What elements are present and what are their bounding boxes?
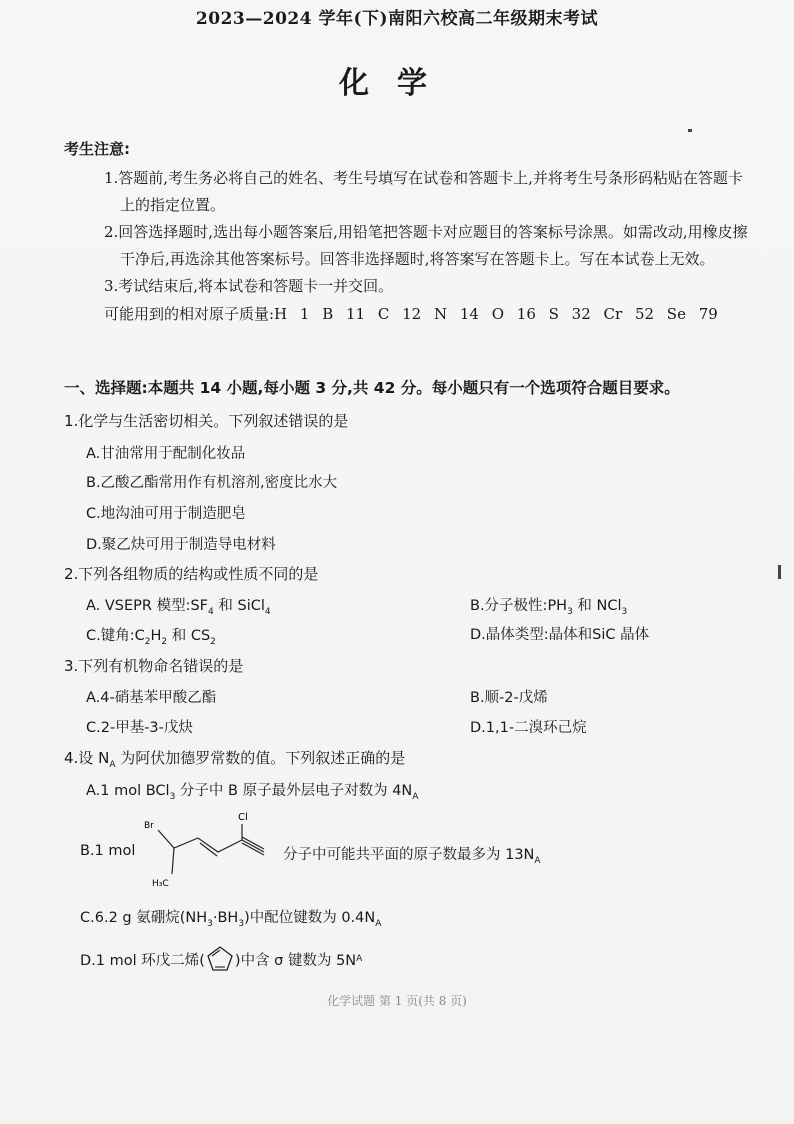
q3-option-a: A.4-硝基苯甲酸乙酯 — [86, 690, 217, 706]
q2-c-text3: 和 CS — [167, 628, 211, 644]
q4-a-text2: 分子中 B 原子最外层电子对数为 4N — [175, 783, 413, 799]
notice-item: 1.答题前,考生务必将自己的姓名、考生号填写在试卷和答题卡上,并将考生号条形码粘贴在答题卡上的指定位置。 — [104, 169, 743, 214]
section-heading: 一、选择题:本题共 14 小题,每小题 3 分,共 42 分。每小题只有一个选项符合题目要求。 — [64, 379, 680, 397]
ring-double-bond — [212, 950, 220, 956]
q4-option-a — [86, 779, 418, 802]
question-3-stem: 3.下列有机物命名错误的是 — [64, 657, 244, 675]
q4-stem-text2: 为阿伏加德罗常数的值。下列叙述正确的是 — [115, 749, 406, 767]
subscript: 4 — [264, 606, 271, 617]
q2-b-text2: 和 NCl — [572, 598, 622, 614]
q4-a-text: A.1 mol BCl — [86, 783, 170, 799]
q3-option-b: B.顺-2-戊烯 — [470, 690, 548, 706]
question-2-stem: 2.下列各组物质的结构或性质不同的是 — [64, 565, 319, 583]
q2-a-text2: 和 SiCl — [213, 598, 265, 614]
subscript: A — [534, 855, 541, 866]
q4-stem-text: 4.设 N — [64, 749, 110, 767]
atomic-masses: 可能用到的相对原子质量:H 1 B 11 C 12 N 14 O 16 S 32 Cr 52 Se 79 — [104, 305, 718, 323]
subscript: 2 — [210, 636, 216, 647]
alkyne-bond — [242, 837, 264, 849]
q4-option-b — [283, 843, 541, 866]
q4-c-text3: )中配位键数为 0.4N — [244, 910, 376, 926]
atom-cl: Cl — [238, 812, 248, 823]
subscript: 3 — [238, 918, 245, 929]
question-4-stem — [64, 747, 405, 770]
q4-option-b-label: B.1 mol — [80, 843, 136, 859]
q1-option-d: D.聚乙炔可用于制造导电材料 — [86, 537, 276, 553]
q2-c-text: C.键角:C — [86, 628, 145, 644]
q2-option-d: D.晶体类型:晶体和SiC 晶体 — [470, 627, 650, 643]
notice-item: 2.回答选择题时,选出每小题答案后,用铅笔把答题卡对应题目的答案标号涂黑。如需改动,用橡皮擦干净后,再选涂其他答案标号。回答非选择题时,将答案写在答题卡上。写在本试卷上无效。 — [104, 223, 748, 268]
subscript: 2 — [144, 636, 151, 647]
q2-option-c — [86, 624, 216, 647]
subscript: 3 — [169, 791, 176, 802]
q4-option-c — [80, 906, 381, 929]
exam-header: 2023—2024 学年(下)南阳六校高二年级期末考试 — [195, 9, 599, 29]
q3-option-c: C.2-甲基-3-戊炔 — [86, 720, 193, 736]
q2-a-text: A. VSEPR 模型:SF — [86, 598, 209, 614]
q4-c-text2: ·BH — [212, 910, 239, 926]
subscript: 4 — [208, 606, 214, 617]
subscript: 3 — [621, 606, 628, 617]
q3-option-d: D.1,1-二溴环己烷 — [470, 720, 587, 736]
subscript: 3 — [567, 606, 573, 617]
notice-item: 3.考试结束后,将本试卷和答题卡一并交回。 — [104, 277, 394, 295]
subscript: A — [109, 760, 116, 770]
subscript: 2 — [161, 636, 168, 647]
methyl-group: H₃C — [152, 879, 169, 889]
carbon-chain — [158, 830, 242, 852]
q4-d-text: D.1 mol 环戊二烯( — [80, 952, 205, 969]
notice-title: 考生注意: — [64, 140, 130, 158]
alkyne-bond — [242, 840, 264, 852]
notice-block — [64, 138, 754, 328]
scan-mark — [778, 565, 781, 579]
subscript: A — [356, 954, 363, 964]
subscript: 3 — [207, 918, 213, 929]
q2-option-b — [470, 594, 627, 617]
page-footer: 化学试题 第 1 页(共 8 页) — [327, 994, 467, 1008]
q1-option-c: C.地沟油可用于制造肥皂 — [86, 506, 246, 522]
q2-c-text2: H — [150, 628, 162, 644]
alkyne-bond — [242, 843, 264, 855]
q1-option-a: A.甘油常用于配制化妆品 — [86, 446, 246, 462]
subscript: A — [412, 791, 419, 802]
q4-option-d — [80, 944, 362, 974]
methyl-bond — [172, 848, 174, 874]
question-1-stem: 1.化学与生活密切相关。下列叙述错误的是 — [64, 412, 349, 430]
q2-option-a — [86, 594, 271, 617]
q4-d-text2: )中含 σ 键数为 5N — [234, 952, 357, 969]
scan-mark — [688, 129, 692, 132]
q4-b-text: 分子中可能共平面的原子数最多为 13N — [283, 847, 535, 863]
q1-option-b: B.乙酸乙酯常用作有机溶剂,密度比水大 — [86, 475, 338, 491]
subscript: A — [375, 918, 382, 929]
subject-title: 化学 — [339, 66, 455, 101]
q4-c-text: C.6.2 g 氨硼烷(NH — [80, 910, 208, 926]
q2-b-text: B.分子极性:PH — [470, 598, 568, 614]
cyclopentadiene-ring — [205, 944, 235, 974]
molecule-structure — [138, 808, 288, 890]
atom-br: Br — [144, 821, 154, 831]
